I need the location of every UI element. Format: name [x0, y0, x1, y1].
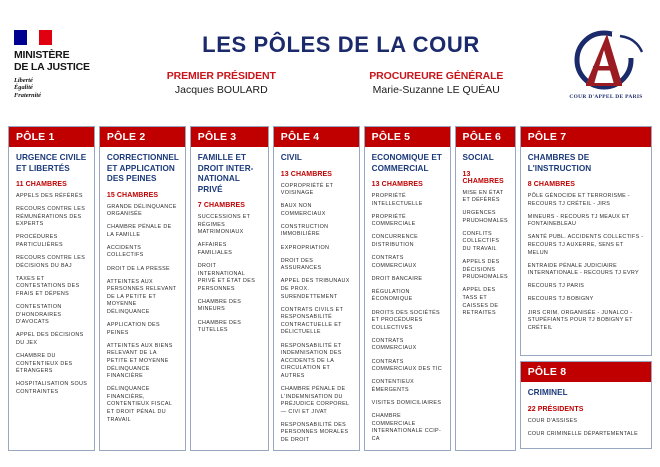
list-item: SANTÉ PUBL. ACCIDENTS COLLECTIFS - RECOURS TJ AUXERRE, SENS ET MELUN — [527, 234, 644, 256]
poles-grid — [8, 126, 652, 451]
list-item: URGENCES PRUDHOMALES — [462, 210, 509, 224]
pole-chamber-count: 13 CHAMBRES — [371, 181, 423, 188]
list-item: BAUX NON COMMERCIAUX — [280, 203, 326, 217]
pole-name: URGENCE CIVILE ET LIBERTÉS — [16, 153, 87, 173]
list-item: PROCÉDURES PARTICULIÈRES — [16, 234, 63, 248]
list-item: APPELS DES RÉFÉRÉS — [16, 193, 83, 199]
list-item: ACCIDENTS COLLECTIFS — [106, 244, 144, 259]
pole-card-4[interactable] — [273, 126, 360, 451]
list-item: APPEL DES TASS ET CAISSES DE RETRAITES — [462, 287, 499, 317]
role-title: PREMIER PRÉSIDENT — [166, 70, 276, 82]
pole-label: PÔLE 8 — [521, 362, 651, 382]
column-7 — [520, 126, 652, 451]
list-item: CONTRATS COMMERCIAUX DES TIC — [371, 358, 442, 373]
list-item: ATTEINTES AUX BIENS RELEVANT DE LA PETITE ET MOYENNE DÉLINQUANCE FINANCIÈRE — [106, 342, 173, 380]
list-item: DROIT DES ASSURANCES — [280, 257, 322, 272]
column-2 — [99, 126, 186, 451]
list-item: DROIT INTERNATIONAL PRIVÉ ET ÉTAT DES PERSONNES — [197, 262, 256, 292]
column-5 — [364, 126, 451, 451]
pole-label: PÔLE 5 — [365, 127, 450, 147]
list-item: DROITS DES SOCIÉTÉS ET PROCÉDURES COLLECTIVES — [371, 309, 440, 331]
list-item: DÉLINQUANCE FINANCIÈRE, CONTENTIEUX FISCAL ET DROIT PÉNAL DU TRAVAIL — [106, 386, 172, 423]
ministry-name-line1: MINISTÈRE — [14, 49, 70, 61]
list-item: TAXES ET CONTESTATIONS DES FRAIS ET DÉPENS — [16, 275, 80, 297]
role-person-name: Marie-Suzanne LE QUÉAU — [372, 84, 500, 96]
list-item: CONCURRENCE DISTRIBUTION — [371, 234, 419, 248]
list-item: RECOURS CONTRE LES RÉMUNÉRATIONS DES EXPERTS — [16, 206, 86, 228]
devise-egalite: Égalité — [14, 84, 33, 92]
list-item: APPEL DES TRIBUNAUX DE PROX. SURENDETTEMENT — [280, 278, 350, 300]
leadership-row — [120, 70, 550, 96]
list-item: ATTEINTES AUX PERSONNES RELEVANT DE LA PETITE ET MOYENNE DÉLINQUANCE — [106, 278, 177, 316]
pole-chamber-count: 22 PRÉSIDENTS — [527, 405, 584, 413]
pole-chamber-count: 13 CHAMBRES — [280, 170, 333, 178]
list-item: MINEURS - RECOURS TJ MEAUX ET FONTAINEBLEAU — [527, 213, 630, 228]
pole-card-8[interactable] — [520, 361, 652, 449]
page-title-text: LES PÔLES DE LA COUR — [202, 32, 480, 57]
pole-chamber-count: 8 CHAMBRES — [527, 181, 576, 188]
pole-card-3[interactable] — [190, 126, 269, 451]
list-item: GRANDE DÉLINQUANCE ORGANISÉE — [106, 203, 177, 218]
ministry-name-line2: DE LA JUSTICE — [14, 60, 90, 73]
role-person-name: Jacques BOULARD — [174, 84, 268, 96]
pole-name: FAMILLE ET DROIT INTER-NATIONAL PRIVÉ — [197, 153, 254, 194]
list-item: PÔLE GÉNOCIDE ET TERRORISME - RECOURS TJ CRÉTEIL - JIRS — [527, 193, 630, 207]
list-item: HOSPITALISATION SOUS CONTRAINTES — [16, 381, 88, 395]
list-item: DROIT BANCAIRE — [371, 275, 423, 282]
pole-chamber-count: 11 CHAMBRES — [16, 181, 67, 188]
list-item: JIRS CRIM. ORGANISÉE - JUNALCO - STUPÉFIANTS POUR TJ BOBIGNY ET CRÉTEIL — [527, 309, 633, 331]
column-4 — [273, 126, 360, 451]
list-item: CONTRATS CIVILS ET RESPONSABILITÉ CONTRACTUELLE ET DÉLICTUELLE — [280, 306, 344, 336]
pole-name: CORRECTIONNEL ET APPLICATION DES PEINES — [106, 153, 179, 183]
list-item: CHAMBRE DES TUTELLES — [197, 319, 242, 334]
pole-name: CHAMBRES DE L'INSTRUCTION — [527, 153, 592, 173]
list-item: APPLICATION DES PEINES — [106, 322, 160, 336]
pole-chamber-count: 15 CHAMBRES — [106, 191, 159, 199]
pole-label: PÔLE 7 — [521, 127, 651, 147]
list-item: COPROPRIÉTÉ ET VOISINAGE — [280, 182, 334, 197]
list-item: PROPRIÉTÉ COMMERCIALE — [371, 213, 416, 228]
pole-chamber-count: 13 CHAMBRES — [462, 170, 504, 185]
devise-liberte: Liberté — [14, 77, 33, 84]
pole-label: PÔLE 3 — [191, 127, 268, 147]
pole-card-5[interactable] — [364, 126, 451, 451]
list-item: RECOURS CONTRE LES DÉCISIONS DU BAJ — [16, 255, 86, 269]
pole-chamber-count: 7 CHAMBRES — [197, 202, 246, 209]
list-item: PROPRIÉTÉ INTELLECTUELLE — [371, 193, 423, 207]
pole-name: CRIMINEL — [527, 388, 568, 397]
pole-card-2[interactable] — [99, 126, 186, 451]
cour-dappel-monogram-icon — [560, 26, 652, 94]
list-item: ENTRAIDE PÉNALE JUDICIAIRE INTERNATIONALE - RECOURS TJ EVRY — [527, 262, 639, 277]
list-item: CHAMBRE PÉNALE DE LA FAMILLE — [106, 224, 172, 238]
role-premier-president — [167, 70, 276, 96]
list-item: AFFAIRES FAMILIALES — [197, 242, 233, 256]
list-item: EXPROPRIATION — [280, 244, 330, 251]
cour-dappel-caption: COUR D'APPEL DE PARIS — [569, 94, 643, 100]
list-item: MISE EN ÉTAT ET DÉFÉRÉS — [462, 189, 504, 204]
pole-label: PÔLE 2 — [100, 127, 185, 147]
list-item: APPEL DES DÉCISIONS DU JEX — [16, 332, 84, 346]
list-item: CONFLITS COLLECTIFS DU TRAVAIL — [462, 230, 500, 253]
list-item: VISITES DOMICILIAIRES — [371, 399, 442, 406]
list-item: CONTRATS COMMERCIAUX — [371, 255, 417, 269]
list-item: CONTESTATION D'HONORAIRES D'AVOCATS — [16, 304, 62, 326]
pole-name: SOCIAL — [462, 153, 494, 162]
list-item: DROIT DE LA PRESSE — [106, 265, 170, 272]
list-item: APPELS DES DÉCISIONS PRUDHOMALES — [462, 259, 509, 281]
column-1 — [8, 126, 95, 451]
list-item: COUR CRIMINELLE DÉPARTEMENTALE — [527, 430, 638, 437]
list-item: CHAMBRE DU CONTENTIEUX DES ÉTRANGERS — [16, 353, 73, 375]
list-item: CONSTRUCTION IMMOBILIÈRE — [280, 223, 329, 238]
pole-name: CIVIL — [280, 153, 302, 162]
list-item: COUR D'ASSISES — [527, 417, 578, 424]
list-item: CHAMBRE COMMERCIALE INTERNATIONALE CCIP-CA — [371, 412, 442, 442]
pole-card-6[interactable] — [455, 126, 516, 451]
page-header — [0, 0, 660, 118]
list-item: CHAMBRE PÉNALE DE L'INDEMNISATION DU PRÉJUDICE CORPOREL — CIVI ET JIVAT — [280, 385, 350, 415]
column-3 — [190, 126, 269, 451]
pole-label: PÔLE 4 — [274, 127, 359, 147]
list-item: CONTENTIEUX ÉMERGENTS — [371, 379, 415, 393]
list-item: RÉGULATION ÉCONOMIQUE — [371, 288, 413, 303]
list-item: RECOURS TJ PARIS — [527, 283, 585, 290]
pole-label: PÔLE 6 — [456, 127, 515, 147]
role-procureure-generale — [369, 70, 503, 96]
list-item: RESPONSABILITÉ DES PERSONNES MORALES DE DROIT — [280, 421, 349, 444]
list-item: SUCCESSIONS ET RÉGIMES MATRIMONIAUX — [197, 214, 251, 236]
pole-name: ECONOMIQUE ET COMMERCIAL — [371, 153, 442, 173]
list-item: RECOURS TJ BOBIGNY — [527, 296, 594, 303]
pole-card-7[interactable] — [520, 126, 652, 356]
column-6 — [455, 126, 516, 451]
role-title: PROCUREURE GÉNÉRALE — [369, 70, 504, 82]
cour-dappel-logo — [560, 26, 652, 104]
pole-card-1[interactable] — [8, 126, 95, 451]
list-item: CHAMBRE DES MINEURS — [197, 298, 242, 313]
list-item: CONTRATS COMMERCIAUX — [371, 337, 417, 352]
pole-label: PÔLE 1 — [9, 127, 94, 147]
devise-fraternite: Fraternité — [14, 91, 41, 99]
list-item: RESPONSABILITÉ ET INDEMNISATION DES ACCIDENTS DE LA CIRCULATION ET AUTRES — [280, 342, 342, 379]
